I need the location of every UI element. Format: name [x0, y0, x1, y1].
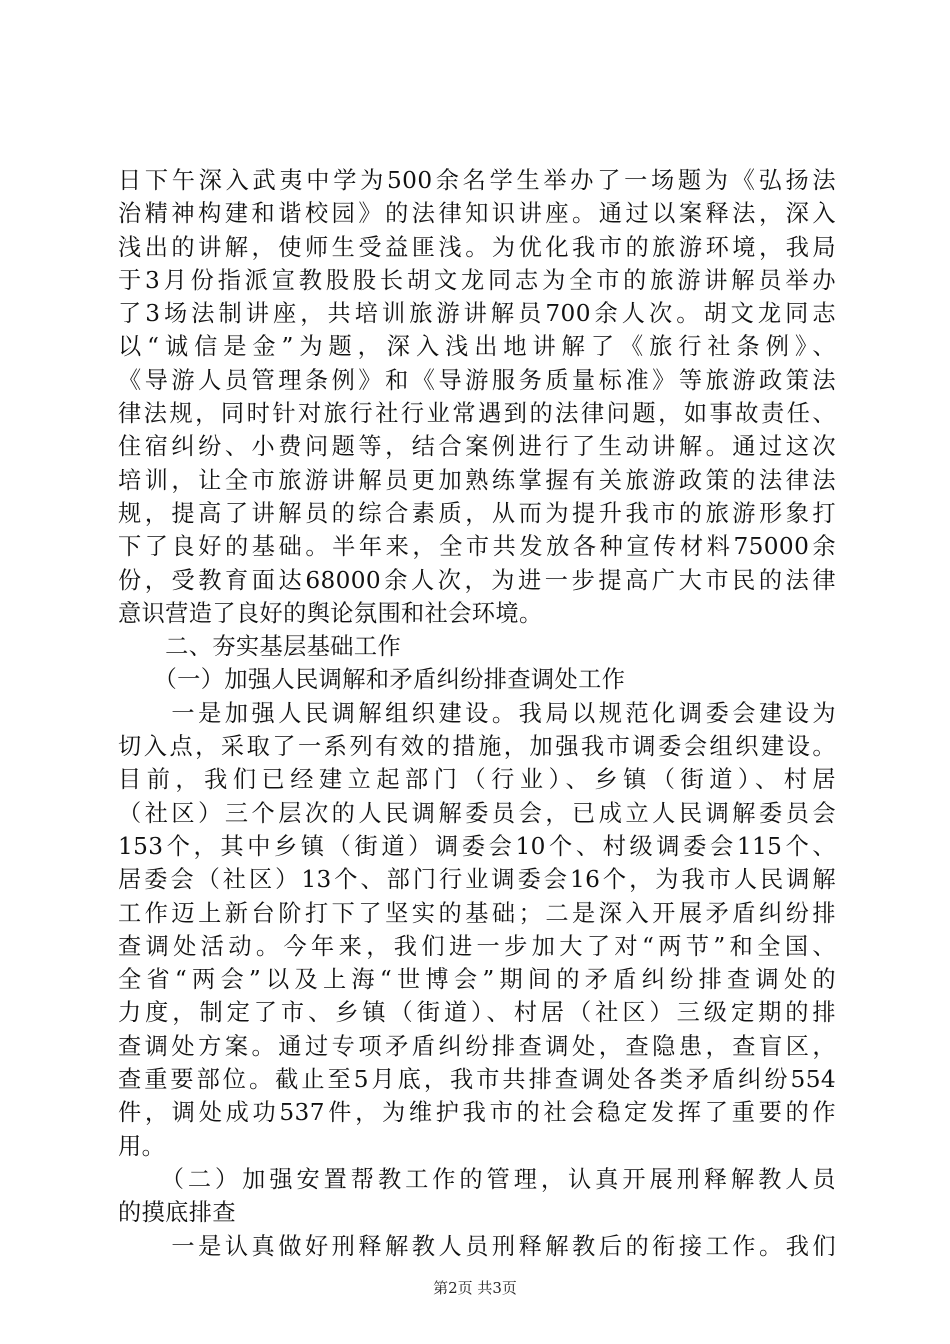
text-line: 下了良好的基础。半年来，全市共发放各种宣传材料75000余: [118, 533, 836, 561]
text-line: 《导游人员管理条例》和《导游服务质量标准》等旅游政策法: [118, 366, 836, 394]
text-line: 浅出的讲解，使师生受益匪浅。为优化我市的旅游环境，我局: [118, 233, 836, 261]
text-line: 153个，其中乡镇（街道）调委会10个、村级调委会115个、: [118, 832, 836, 860]
text-line: 培训，让全市旅游讲解员更加熟练掌握有关旅游政策的法律法: [118, 466, 836, 494]
text-line: （社区）三个层次的人民调解委员会，已成立人民调解委员会: [118, 799, 836, 827]
text-line: 力度，制定了市、乡镇（街道）、村居（社区）三级定期的排: [118, 999, 836, 1027]
text-line: 工作迈上新台阶打下了坚实的基础；二是深入开展矛盾纠纷排: [118, 899, 836, 927]
text-line: 份，受教育面达68000余人次，为进一步提高广大市民的法律: [118, 566, 836, 594]
text-line: 查调处方案。通过专项矛盾纠纷排查调处，查隐患，查盲区，: [118, 1032, 836, 1060]
subsection-heading-continued: 的摸底排查: [118, 1199, 236, 1227]
text-line: 律法规，同时针对旅行社行业常遇到的法律问题，如事故责任、: [118, 400, 836, 428]
text-line: 用。: [118, 1132, 166, 1160]
text-line: 日下午深入武夷中学为500余名学生举办了一场题为《弘扬法: [118, 167, 836, 194]
text-line: 意识营造了良好的舆论氛围和社会环境。: [118, 599, 543, 627]
text-line: 查调处活动。今年来，我们进一步加大了对“两节”和全国、: [118, 932, 836, 960]
text-line: 了3场法制讲座，共培训旅游讲解员700余人次。胡文龙同志: [118, 300, 836, 328]
text-line: 一是认真做好刑释解教人员刑释解教后的衔接工作。我们: [118, 1232, 836, 1260]
subsection-heading: （二）加强安置帮教工作的管理，认真开展刑释解教人员: [118, 1165, 836, 1193]
body-text: [118, 164, 836, 1263]
page-footer: 第2页 共3页: [433, 1279, 517, 1297]
text-line: 一是加强人民调解组织建设。我局以规范化调委会建设为: [118, 699, 836, 727]
text-line: 治精神构建和谐校园》的法律知识讲座。通过以案释法，深入: [118, 200, 836, 228]
text-line: 居委会（社区）13个、部门行业调委会16个，为我市人民调解: [118, 866, 836, 894]
text-line: 查重要部位。截止至5月底，我市共排查调处各类矛盾纠纷554: [118, 1066, 836, 1094]
text-line: 件，调处成功537件，为维护我市的社会稳定发挥了重要的作: [118, 1099, 836, 1127]
text-line: 住宿纠纷、小费问题等，结合案例进行了生动讲解。通过这次: [118, 433, 836, 461]
text-line: 目前，我们已经建立起部门（行业）、乡镇（街道）、村居: [118, 766, 836, 794]
text-line: 切入点，采取了一系列有效的措施，加强我市调委会组织建设。: [118, 733, 836, 761]
text-line: 全省“两会”以及上海“世博会”期间的矛盾纠纷排查调处的: [118, 966, 836, 994]
text-line: 于3月份指派宣教股股长胡文龙同志为全市的旅游讲解员举办: [118, 266, 836, 294]
text-line: 规，提高了讲解员的综合素质，从而为提升我市的旅游形象打: [118, 499, 836, 527]
text-line: 以“诚信是金”为题，深入浅出地讲解了《旅行社条例》、: [118, 333, 836, 361]
subsection-heading: （一）加强人民调解和矛盾纠纷排查调处工作: [118, 666, 626, 694]
section-heading: 二、夯实基层基础工作: [118, 633, 402, 661]
